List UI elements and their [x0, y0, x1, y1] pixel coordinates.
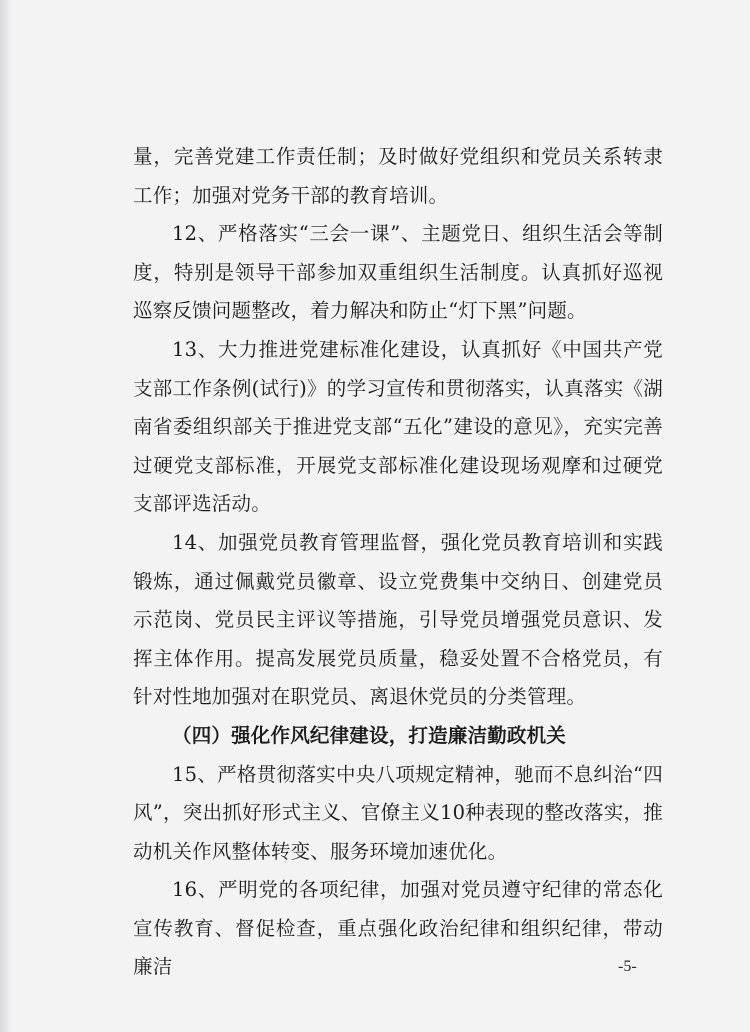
paragraph-item-12: 12、严格落实“三会一课”、主题党日、组织生活会等制度，特别是领导干部参加双重组织生活制度。认真抓好巡视巡察反馈问题整改，着力解决和防止“灯下黑”问题。 [133, 222, 663, 323]
paragraph-item-16: 16、严明党的各项纪律，加强对党员遵守纪律的常态化宣传教育、督促检查，重点强化政治纪律和组织纪律，带动廉洁 [133, 878, 663, 979]
paragraph-item-13: 13、大力推进党建标准化建设，认真抓好《中国共产党支部工作条例(试行)》的学习宣传和贯彻落实，认真落实《湖南省委组织部关于推进党支部“五化”建设的意见》，充实完善过硬党支部标准，开展党支部标准化建设现场观摩和过硬党支部评选活动。 [133, 337, 663, 516]
paragraph-item-15: 15、严格贯彻落实中央八项规定精神，驰而不息纠治“四风”，突出抓好形式主义、官僚主义10种表现的整改落实，推动机关作风整体转变、服务环境加速优化。 [133, 762, 663, 863]
page-number: -5- [618, 958, 637, 975]
paragraph-item-14: 14、加强党员教育管理监督，强化党员教育培训和实践锻炼，通过佩戴党员徽章、设立党费集中交纳日、创建党员示范岗、党员民主评议等措施，引导党员增强党员意识、发挥主体作用。提高发展党员质量，稳妥处置不合格党员，有针对性地加强对在职党员、离退休党员的分类管理。 [133, 530, 663, 709]
paragraph-continuation: 量，完善党建工作责任制；及时做好党组织和党员关系转隶工作；加强对党务干部的教育培训。 [133, 145, 663, 207]
document-body [133, 138, 663, 987]
section-heading-4: （四）强化作风纪律建设，打造廉洁勤政机关 [172, 723, 567, 747]
